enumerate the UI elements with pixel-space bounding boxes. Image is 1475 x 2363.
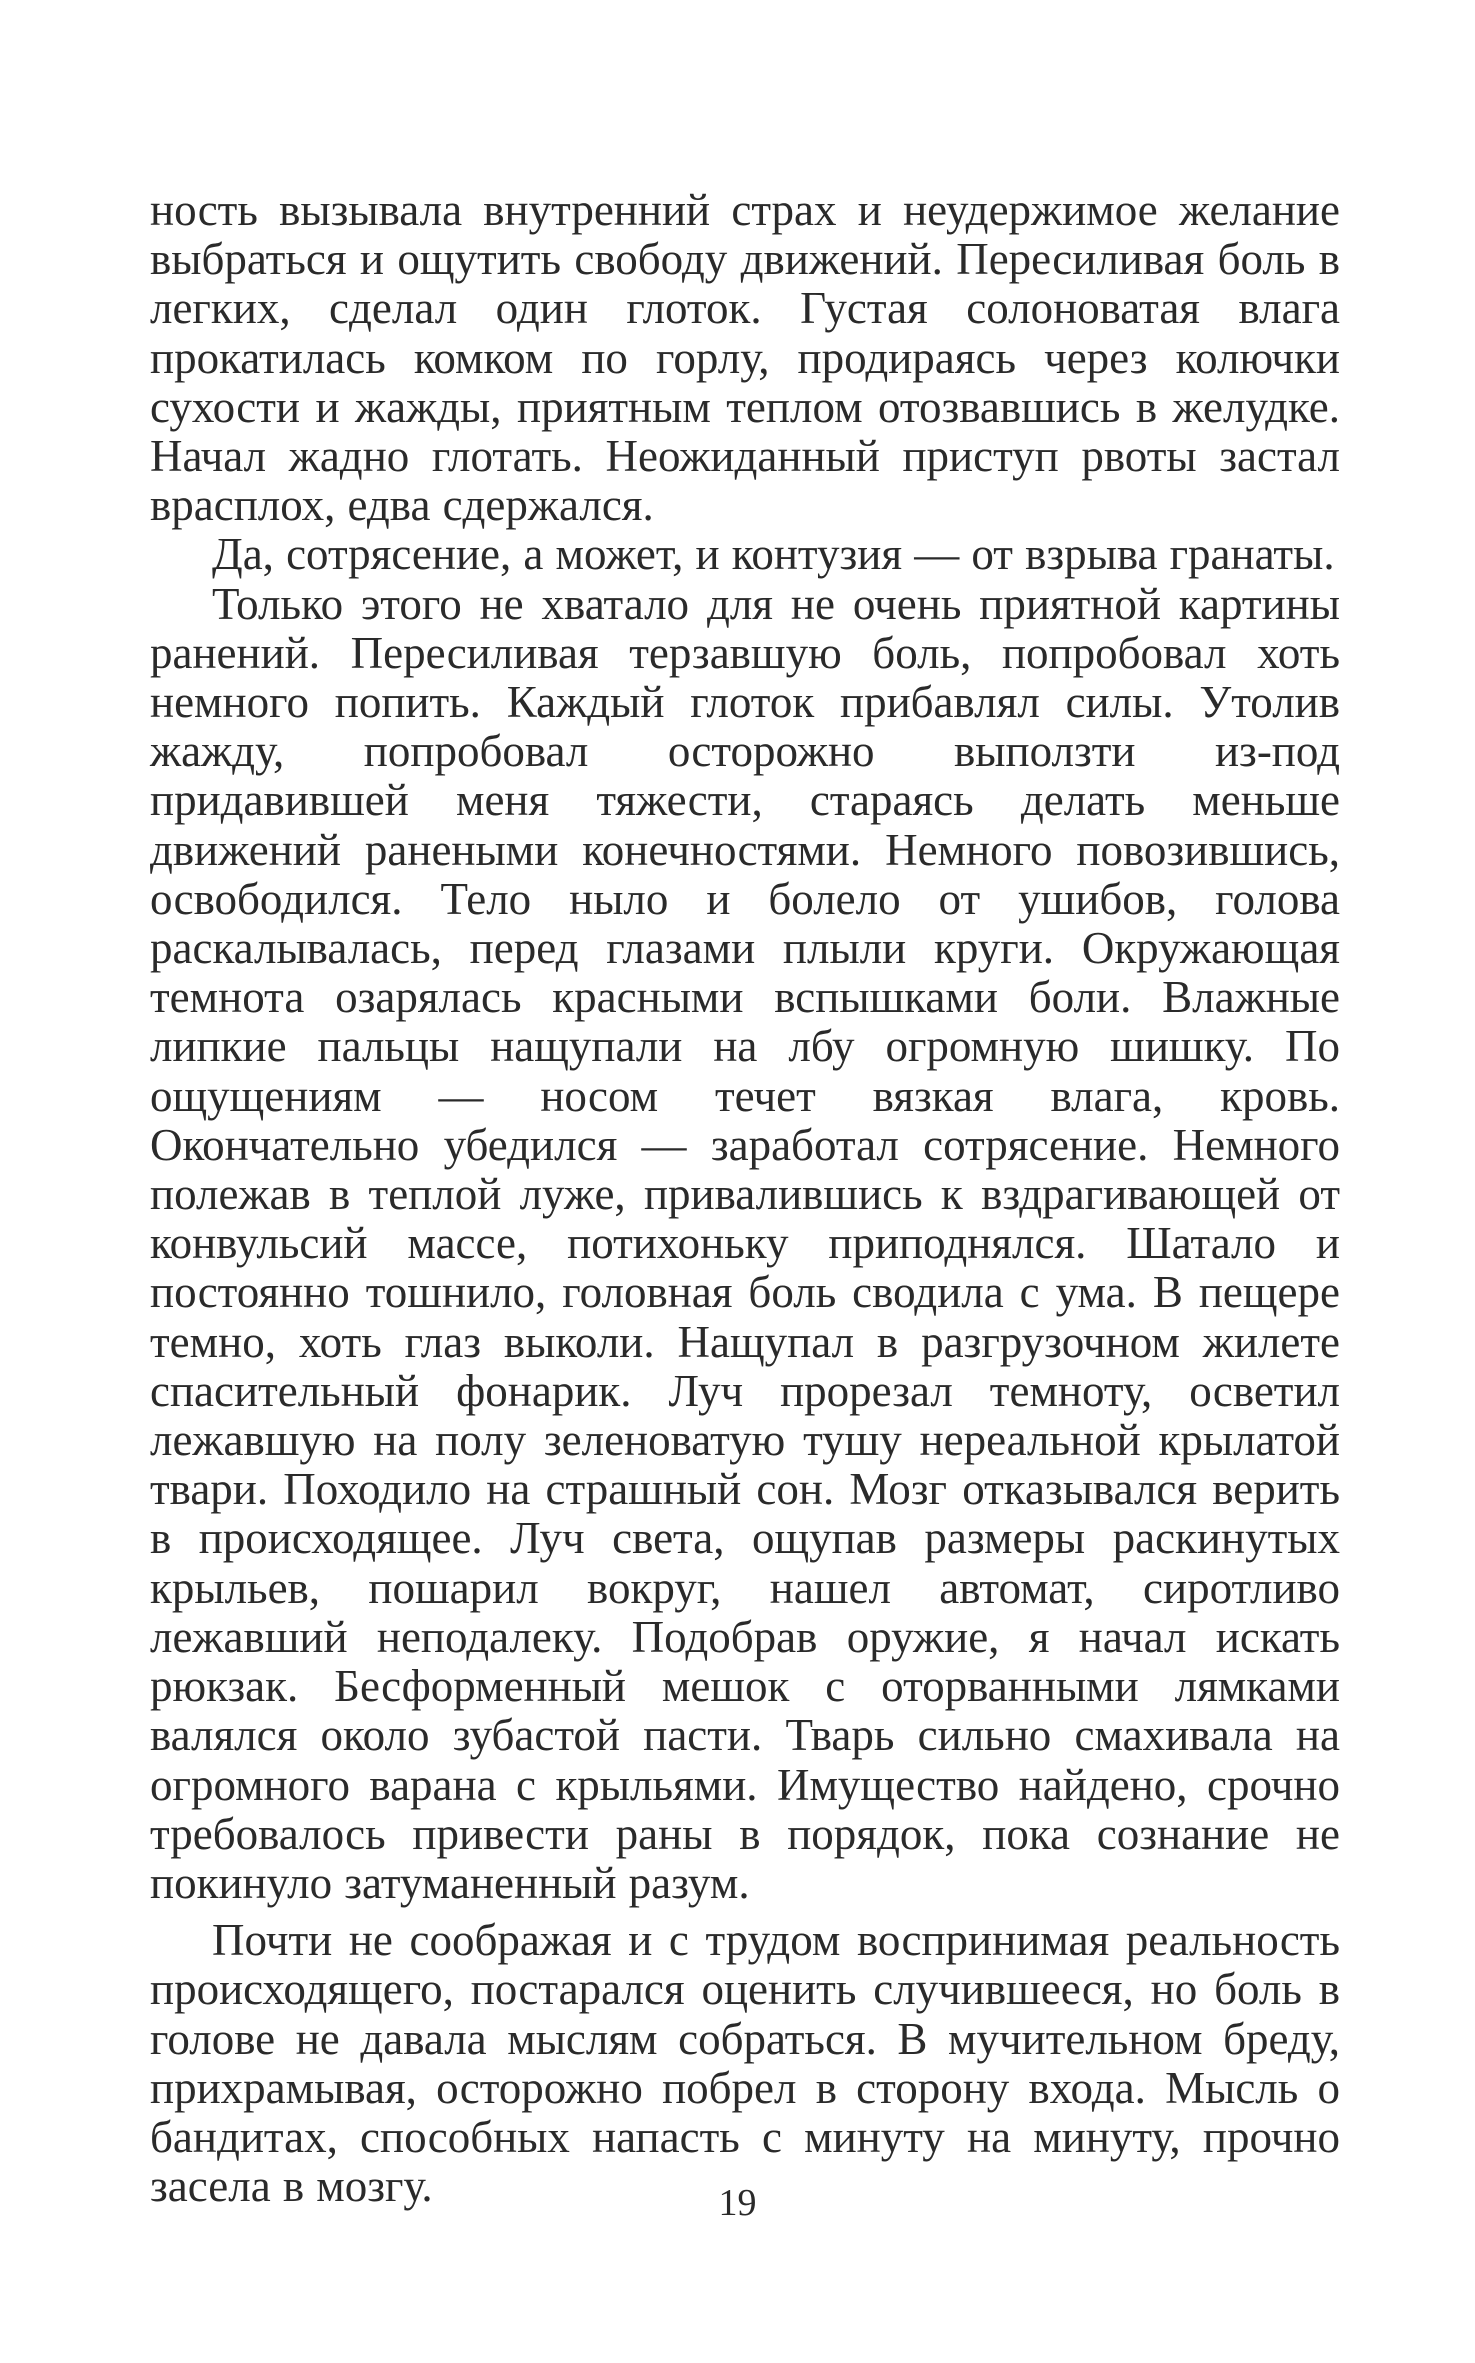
paragraph-3: Только этого не хватало для не очень приятной картины ранений. Пересиливая терзавшую боль, попробовал хоть немного попить. Каждый глоток прибавлял силы. Утолив жажду, попробовал осторожно выползти из-под придавившей меня тяжести, стараясь делать меньше движений ранеными конечностями. Немного повозившись, освободился. Тело ныло и болело от ушибов, голова раскалывалась, перед глазами плыли круги. Окружающая темнота озарялась красными вспышками боли. Влажные липкие пальцы нащупали на лбу огромную шишку. По ощущениям — носом течет вязкая влага, кровь. Окончательно убедился — заработал сотрясение. Немного полежав в теплой луже, привалившись к вздрагивающей от конвульсий массе, потихоньку приподнялся. Шатало и постоянно тошнило, головная боль сводила с ума. В пещере темно, хоть глаз выколи. Нащупал в разгрузочном жилете спасительный фонарик. Луч прорезал темноту, осветил лежавшую на полу зеленоватую тушу нереальной крылатой твари. Походило на страшный сон. Мозг отказывался верить в происходящее. Луч света, ощупав размеры раскинутых крыльев, пошарил вокруг, нашел автомат, сиротливо лежавший неподалеку. Подобрав оружие, я начал искать рюкзак. Бесформенный мешок с оторванными лямками валялся около зубастой пасти. Тварь сильно смахивала на огромного варана с крыльями. Имущество найдено, срочно требовалось привести раны в порядок, пока сознание не покинуло затуманенный разум. bbox=[150, 578, 1340, 1908]
paragraph-1: ность вызывала внутренний страх и неудержимое желание выбраться и ощутить свободу движений. Пересиливая боль в легких, сделал один глоток. Густая солоноватая влага прокатилась комком по горлу, продираясь через колючки сухости и жажды, приятным теплом отозвавшись в желудке. Начал жадно глотать. Неожиданный приступ рвоты застал врасплох, едва сдержался. bbox=[150, 185, 1340, 531]
page-number: 19 bbox=[718, 2182, 757, 2224]
paragraph-2: Да, сотрясение, а может, и контузия — от взрыва гранаты. bbox=[212, 529, 1335, 580]
paragraph-4: Почти не соображая и с трудом воспринимая реальность происходящего, постарался оценить случившееся, но боль в голове не давала мыслям собраться. В мучительном бреду, прихрамывая, осторожно побрел в сторону входа. Мысль о бандитах, способных напасть с минуту на минуту, прочно засела в мозгу. bbox=[150, 1915, 1340, 2212]
page-body bbox=[150, 186, 1340, 2211]
